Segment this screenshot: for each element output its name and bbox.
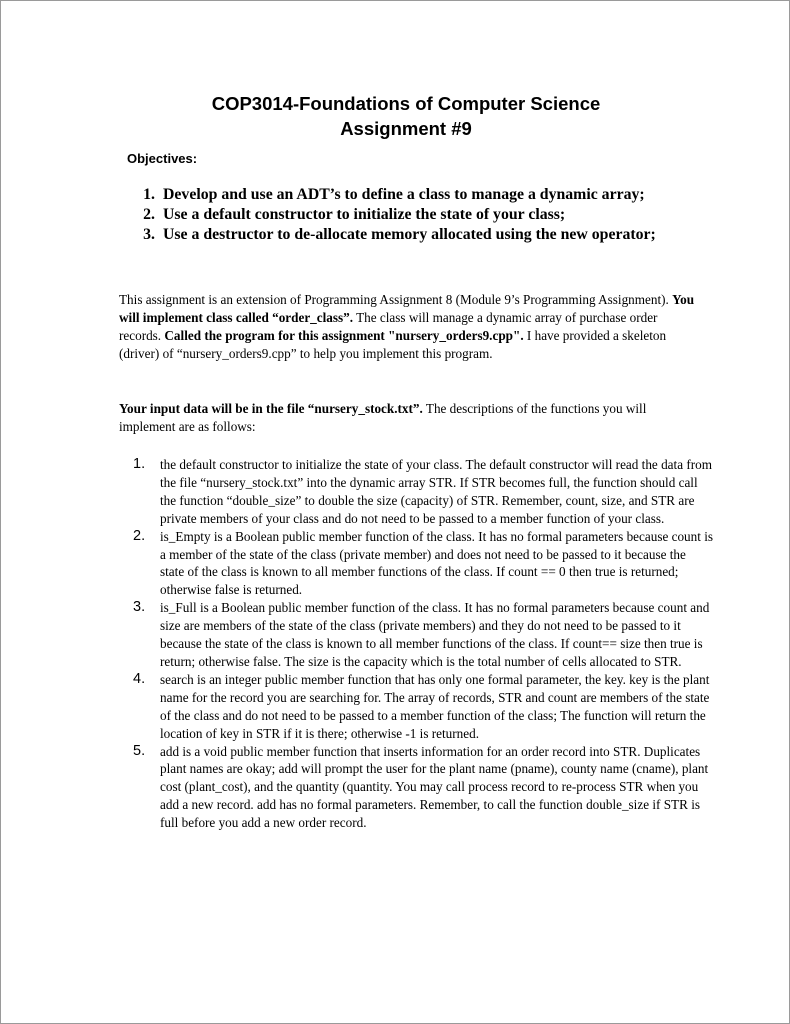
objective-number: 2. xyxy=(143,206,155,223)
item-text: the default constructor to initialize the state of your class. The default constructor will read the data from the file “nursery_stock.txt” into the dynamic array STR. If STR becomes full, the function should call the function “double_size” to double the size (capacity) of STR. Remember, count, size, and STR are private members of your class and do not need to be passed to a member function of your class. xyxy=(160,457,712,526)
intro-text-2: The class will manage a dynamic array of purchase order records. xyxy=(119,310,658,343)
item-number: 3. xyxy=(133,599,146,616)
item-number: 4. xyxy=(133,670,146,687)
intro-text-1: This assignment is an extension of Programming Assignment 8 (Module 9’s Programming Assignment). xyxy=(119,292,673,307)
objectives-heading: Objectives: xyxy=(127,151,198,166)
objective-item xyxy=(127,185,727,205)
function-description-item xyxy=(133,528,713,600)
intro-class-requirement: You will implement class called “order_class”. xyxy=(119,292,695,325)
item-text: add is a void public member function that inserts information for an order record into STR. Duplicates plant names are okay; add will prompt the user for the plant name (pname), county name (cname), plant cost (plant_cost), and the quantity (quantity. You may call process record to re-process STR when you add a new record. add has no formal parameters. Remember, to call the function double_size if STR is full before you add a new order record. xyxy=(160,743,709,831)
assignment-number: Assignment #9 xyxy=(340,118,472,139)
objective-text: Develop and use an ADT’s to define a class to manage a dynamic array; xyxy=(163,186,645,203)
intro-text-3: I have provided a skeleton (driver) of “nursery_orders9.cpp” to help you implement this program. xyxy=(119,328,667,361)
course-title: COP3014-Foundations of Computer Science xyxy=(211,93,601,114)
function-description-item xyxy=(133,743,713,833)
input-file-note: Your input data will be in the file “nursery_stock.txt”. xyxy=(119,401,423,416)
function-description-item xyxy=(133,671,713,743)
objective-number: 3. xyxy=(143,226,155,243)
item-number: 2. xyxy=(133,527,146,544)
function-descriptions-list xyxy=(133,456,713,832)
objective-item xyxy=(127,225,727,245)
item-number: 5. xyxy=(133,742,146,759)
intro-program-name: Called the program for this assignment "nursery_orders9.cpp". xyxy=(164,328,524,343)
objective-text: Use a destructor to de-allocate memory allocated using the new operator; xyxy=(163,226,656,243)
input-data-paragraph xyxy=(119,400,699,436)
item-text: is_Full is a Boolean public member function of the class. It has no formal parameters because count and size are members of the state of the class (private members) and they do not need to be passed to it because the state of the class is known to all member functions of the class. If count== size then true is return; otherwise false. The size is the capacity which is the total number of cells allocated to STR. xyxy=(160,600,710,669)
item-text: is_Empty is a Boolean public member function of the class. It has no formal parameters because count is a member of the state of the class (private member) and does not need to be passed to it because the state of the class is known to all member functions of the class. If count == 0 then true is returned; otherwise false is returned. xyxy=(160,528,713,598)
function-description-item xyxy=(133,599,713,671)
assignment-title xyxy=(1,91,790,141)
objectives-list xyxy=(127,185,727,245)
intro-paragraph xyxy=(119,291,699,363)
input-note-text: The descriptions of the functions you will implement are as follows: xyxy=(119,401,647,434)
function-description-item xyxy=(133,456,713,528)
objective-item xyxy=(127,205,727,225)
objective-number: 1. xyxy=(143,186,155,203)
item-number: 1. xyxy=(133,456,146,472)
item-text: search is an integer public member function that has only one formal parameter, the key. key is the plant name for the record you are searching for. The array of records, STR and count are members of the state of the class and do not need to be passed to a member function of the class; The function will return the location of key in STR if it is there; otherwise -1 is returned. xyxy=(160,671,710,741)
objective-text: Use a default constructor to initialize the state of your class; xyxy=(163,206,566,223)
